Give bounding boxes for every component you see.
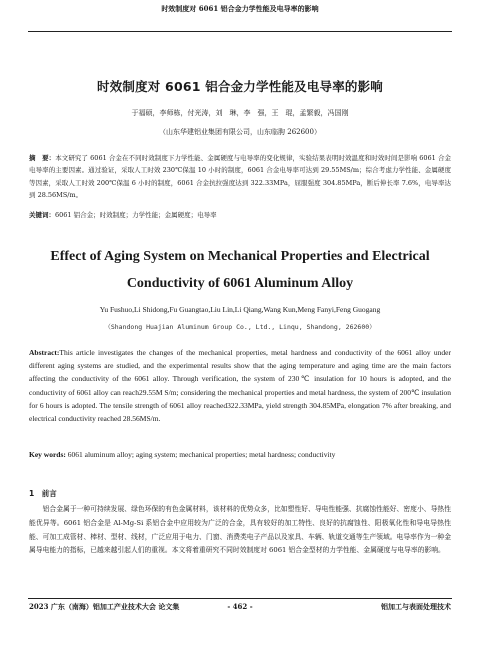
english-abstract-label: Abstract: [29,348,60,357]
english-keywords-text: 6061 aluminum alloy; aging system; mechanical properties; metal hardness; conductivity [65,450,336,459]
english-keywords-label: Key words: [29,450,66,459]
section-heading: 1 前言 [29,489,57,498]
page-footer [29,602,451,616]
running-header: 时效制度对 6061 铝合金力学性能及电导率的影响 [161,4,319,13]
english-affiliation: （Shandong Huajian Aluminum Group Co., Ltd., Linqu, Shandong, 262600） [104,323,376,331]
chinese-title: 时效制度对 6061 铝合金力学性能及电导率的影响 [97,79,383,94]
english-title: Effect of Aging System on Mechanical Properties and Electrical Conductivity of 6061 Aluminum Alloy [50,249,430,291]
chinese-keywords-text: 6061 铝合金；时效制度；力学性能；金属硬度；电导率 [55,211,217,219]
header-rule [28,31,452,32]
english-abstract-text: This article investigates the changes of the mechanical properties, metal hardness and conductivity of the 6061 alloy under different aging systems are studied, and the experimental results show that the aging temperature and aging time are the main factors affecting the conductivity of the 6061 alloy. Through verification, the system of 230℃ insulation for 10 hours is adopted, and the conductivity of 6061 alloy can reach29.55M S/m; considering the mechanical properties and metal hardness, the system of 200℃ insulation for 6 hours is adopted. The tensile strength of 6061 alloy reached322.33MPa, yield strength 304.85MPa, elongation 7% after breaking, and electrical conductivity reached 28.56MS/m. [29,348,451,424]
section-paragraph: 铝合金属于一种可持续发展、绿色环保的有色金属材料，该材料的优势众多，比如塑性好、导电性能强、抗腐蚀性能好、密度小、导热性能优异等。6061 铝合金是 Al-Mg-Si 系铝合金中应用较为广泛的合金，具有较好的加工特性、良好的抗腐蚀性、阳极氧化性和导电导热性能、可加工成管材、棒材、型材、线材，广泛应用于电力、门窗、消费类电子产品以及家具、车辆、轨道交通等生产领域。电导率作为一种金属导电能力的指标，已越来越引起人们的重视。本文将着重研究不同时效制度对 6061 铝合金型材的力学性能、金属硬度与电导率的影响。 [29,505,451,555]
chinese-authors: 于福硕，李师栋，付光涛，刘 琳，李 强，王 琨，孟繁毅，冯国刚 [131,109,349,117]
page-number: - 462 - [227,602,253,611]
english-abstract [29,346,451,425]
chinese-abstract [29,152,451,201]
chinese-keywords [29,210,451,219]
english-authors: Yu Fushuo,Li Shidong,Fu Guangtao,Liu Lin,Li Qiang,Wang Kun,Meng Fanyi,Feng Guogang [99,305,381,314]
english-keywords [29,450,451,459]
chinese-keywords-label: 关键词： [29,211,55,219]
footer-rule [28,598,452,599]
chinese-abstract-label: 摘 要： [29,154,56,162]
footer-proceedings: 2023 广东（南海）铝加工产业技术大会 论文集 [29,602,180,611]
chinese-affiliation: （山东华建铝业集团有限公司，山东临朐 262600） [159,128,321,136]
footer-section: 铝加工与表面处理技术 [381,602,451,611]
chinese-abstract-text: 本文研究了 6061 合金在不同时效制度下力学性能、金属硬度与电导率的变化规律，实验结果表明时效温度和时效时间是影响 6061 合金电导率的主要因素。通过验证，采取人工时效 230℃保温 10 小时的制度，6061 合金电导率可达到 29.55MS/m；综合考虑力学性能、金属硬度等因素，采取人工时效 200℃保温 6 小时的制度，6061 合金抗拉强度达到 322.33MPa，屈服强度 304.85MPa，断后伸长率 7.6%，电导率达到 28.56MS/m。 [29,154,452,199]
